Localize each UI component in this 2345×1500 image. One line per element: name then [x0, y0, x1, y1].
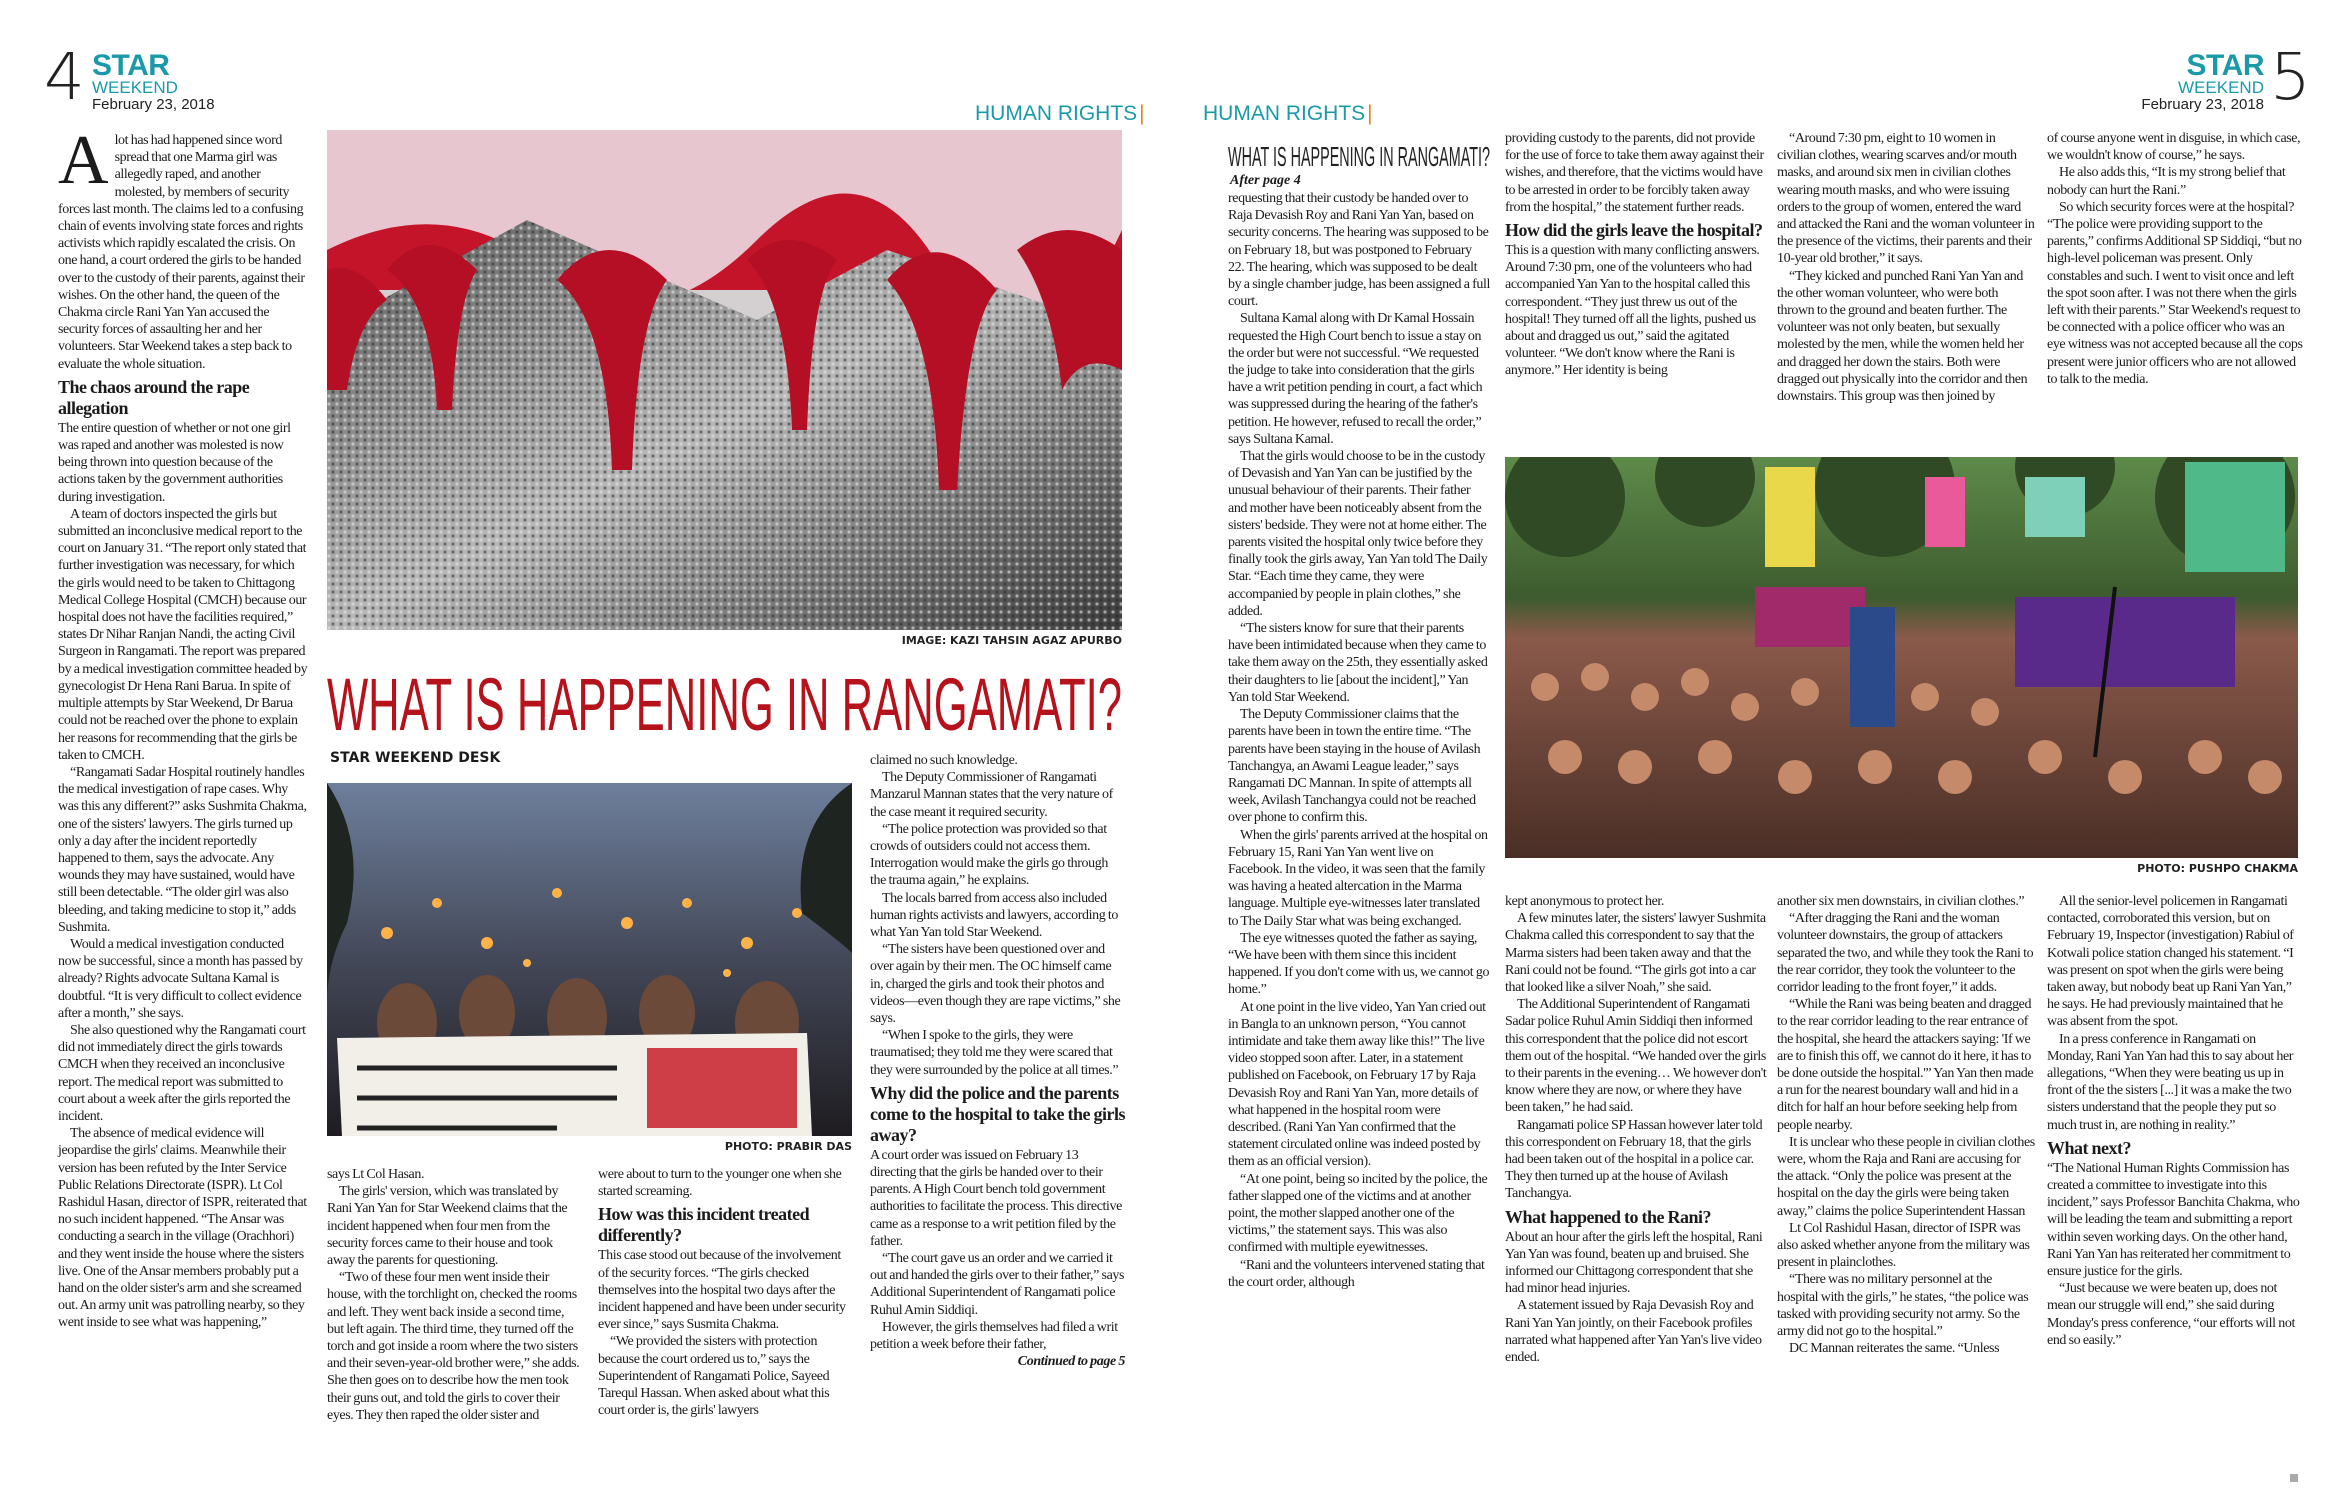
paragraph: “There was no military personnel at the hospital with the girls,” he states, “the police was tasked with providing security not army. So the army did not go to the hospital.”	[1777, 1272, 2029, 1340]
subheading: How was this incident treated differently?	[598, 1204, 810, 1246]
paragraph: A team of doctors inspected the girls but submitted an inconclusive medical report to the court on January 31. “The report only stated that further investigation was necessary, for which the girls would need to be taken to Chittagong Medical College Hospital (CMCH) because our hospital does not have the facilities required,” states Dr Nihar Ranjan Nandi, the acting Civil Surgeon in Rangamati. The report was prepared by a medical investigation committee headed by gynecologist Dr Hena Rani Barua. In spite of multiple attempts by Star Weekend, Dr Barua could not be reached over the phone to explain her reasons for recommending that the girls be taken to CMCH.	[58, 506, 308, 763]
end-mark	[2290, 1474, 2298, 1482]
paragraph: “Just because we were beaten up, does not mean our struggle will end,” she said during Monday's press conference, “our efforts will not end so easily.”	[2047, 1281, 2295, 1348]
jump-line: Continued to page 5	[1017, 1354, 1125, 1370]
paragraph: DC Mannan reiterates the same. “Unless	[1789, 1341, 2000, 1357]
paragraph: A court order was issued on February 13 directing that the girls be handed over to their parents. A High Court bench told government authorities to facilitate the process. This directive came as a response to a writ petition filed by the father.	[870, 1147, 1122, 1249]
paragraph: kept anonymous to protect her.	[1505, 894, 1665, 909]
paragraph	[58, 122, 308, 373]
paragraph: The entire question of whether or not one girl was raped and another was molested is now being thrown into question because of the actions taken by the government authorities during investigation.	[58, 420, 291, 505]
issue-date-right: February 23, 2018	[2141, 96, 2264, 113]
article-column	[2047, 893, 2303, 1349]
paragraph: This is a question with many conflicting answers. Around 7:30 pm, one of the volunteers who had accompanied Yan Yan to the hospital called this correspondent. “They just threw us out of the hospital! They turned off all the lights, pushed us about and dragged us out,” said the agitated volunteer. “We don't know where the Rani is anymore.” Her identity is being	[1505, 243, 1760, 379]
paragraph: “When I spoke to the girls, they were traumatised; they told me they were scared that they were surrounded by the police at all times.”	[870, 1028, 1119, 1078]
paragraph: The locals barred from access also included human rights activists and lawyers, according to what Yan Yan told Star Weekend.	[870, 890, 1119, 941]
brand-star: STAR	[92, 49, 170, 82]
article-column	[598, 1166, 854, 1419]
byline: STAR WEEKEND DESK	[330, 750, 501, 766]
paragraph: “We provided the sisters with protection because the court ordered us to,” says the Superintendent of Rangamati Police, Sayeed Tarequl Hassan. When asked about what this court order is, the girls' lawyers	[598, 1334, 830, 1419]
section-bar: |	[1367, 102, 1373, 125]
masthead-logo	[92, 49, 215, 113]
paragraph: The Deputy Commissioner of Rangamati Manzarul Mannan states that the very nature of the case meant it required security.	[870, 770, 1113, 820]
article-column	[1777, 130, 2035, 405]
article-column	[327, 1166, 582, 1424]
paragraph: However, the girls themselves had filed a writ petition a week before their father,	[870, 1319, 1118, 1353]
subheading: What next?	[2047, 1137, 2131, 1158]
continued-headline-text: WHAT IS HAPPENING IN RANGAMATI?	[1228, 141, 1490, 170]
article-column	[2047, 130, 2303, 388]
protest-photo	[1505, 457, 2298, 858]
article-column	[1505, 130, 1767, 380]
page-number-right: 5	[2270, 41, 2311, 115]
paragraph: “After dragging the Rani and the woman volunteer downstairs, the group of attackers separated the two, and while they took the Rani to the rear corridor, they took the volunteer to the corridor leading to the front foyer,” it adds.	[1777, 911, 2034, 996]
brand-weekend: WEEKEND	[2178, 78, 2264, 97]
paragraph: another six men downstairs, in civilian clothes.”	[1777, 894, 2025, 909]
paragraph: “Two of these four men went inside their house, with the torchlight on, checked the rooms and left. They went back inside a second time, but left again. The third time, they turned off the torch and got inside a room where the two sisters and their seven-year-old brother were,” she adds. She then goes on to describe how the men took their guns out, and told the girls to cover their eyes. They then raped the older sister and	[327, 1270, 580, 1423]
subheading: Why did the police and the parents come to the hospital to take the girls away?	[870, 1082, 1125, 1145]
subheading: The chaos around the rape allegation	[58, 376, 250, 418]
paragraph: of course anyone went in disguise, in which case, we wouldn't know of course,” he says.	[2047, 131, 2301, 164]
paragraph: That the girls would choose to be in the custody of Devasish and Yan Yan can be justified by the unusual behaviour of their parents. Their father and mother have been noticeably absent from the sisters' bedside. They were not at home either. The parents visited the hospital only twice before they finally took the girls away, Yan Yan told The Daily Star. “Each time they came, they were accompanied by people in plain clothes,” she added.	[1228, 449, 1488, 619]
paragraph: All the senior-level policemen in Rangamati contacted, corroborated this version, but on February 19, Inspector (investigation) Rabiul of Kotwali police station changed his statement. “I was present on spot when the girls were being taken away, but nobody beat up Rani Yan Yan,” he says. He had previously maintained that he was absent from the spot.	[2047, 894, 2294, 1030]
paragraph: Lt Col Rashidul Hasan, director of ISPR was also asked whether anyone from the military was present in plainclothes.	[1777, 1220, 2030, 1271]
paragraph: He also adds this, “It is my strong belief that nobody can hurt the Rani.”	[2047, 165, 2286, 198]
subheading: What happened to the Rani?	[1505, 1206, 1712, 1227]
section-label-text: HUMAN RIGHTS	[975, 102, 1138, 125]
paragraph: This case stood out because of the involvement of the security forces. “The girls checked themselves into the hospital two days after the incident happened and have been under security ever since,” says Susmita Chakma.	[598, 1248, 846, 1333]
section-label-text: HUMAN RIGHTS	[1203, 102, 1366, 125]
article-column	[870, 752, 1125, 1371]
section-label	[975, 102, 1145, 126]
art-image	[327, 130, 1122, 630]
paragraph: “Rani and the volunteers intervened stating that the court order, although	[1228, 1257, 1485, 1290]
jump-from: After page 4	[1230, 173, 1301, 188]
paragraph: The absence of medical evidence will jeopardise the girls' claims. Meanwhile their version has been refuted by the Inter Service Public Relations Directorate (ISPR). Lt Col Rashidul Hasan, director of ISPR, reiterated that no such incident happened. “The Ansar was conducting a search in the village (Orachhori) and they went inside the house where the sisters live. One of the Ansar members probably put a hand on the older sister's arm and she screamed out. An army unit was patrolling nearby, so they went inside to see what was happening,”	[58, 1126, 307, 1331]
article-column	[58, 122, 308, 1332]
article-column	[1228, 190, 1490, 1291]
paragraph: “Around 7:30 pm, eight to 10 women in civilian clothes, wearing scarves and/or mouth masks, and around six men in civilian clothes wearing mouth masks, and who were issuing orders to the group of women, entered the ward and attacked the Rani and the woman volunteer in the presence of the victims, their parents and their 10-year old brother,” it says.	[1777, 131, 2035, 267]
paragraph: “At one point, being so incited by the police, the father slapped one of the victims and at another point, the mother slapped another one of the victims,” the statement says. This was also confirmed with multiple eyewitnesses.	[1228, 1171, 1488, 1256]
paragraph: So which security forces were at the hospital? “The police were providing support to the parents,” confirms Additional SP Siddiqi, “but no high-level policeman was present. Only constables and such. I went to visit once and left the spot soon after. I was not there when the girls left with their parents.” Star Weekend's request to be connected with a police officer who was an eye witness was not accepted because all the cops present were junior officers who are not allowed to talk to the media.	[2047, 199, 2303, 387]
subheading: How did the girls leave the hospital?	[1505, 220, 1763, 241]
paragraph: “The police protection was provided so that crowds of outsiders could not access them. Interrogation would make the girls go through the trauma again,” he explains.	[870, 821, 1108, 889]
paragraph: The eye witnesses quoted the father as saying, “We have been with them since this incident happened. If you don't come with us, we cannot go home.”	[1228, 930, 1490, 998]
article-column	[1777, 893, 2035, 1357]
paragraph: It is unclear who these people in civilian clothes were, whom the Raja and Rani are accusing for the attack. “Only the police was present at the hospital on the day the girls were being taken away,” claims the police Superintendent Hassan	[1777, 1134, 2035, 1219]
paragraph: She also questioned why the Rangamati court did not immediately direct the girls towards CMCH when they received an inconclusive report. The medical report was submitted to court about a week after the girls reported the incident.	[58, 1022, 306, 1124]
paragraph: The Deputy Commissioner claims that the parents have been in town the entire time. “The parents have been staying in the house of Avilash Tanchangya, an Awami League leader,” says Rangamati DC Mannan. In spite of attempts all week, Avilash Tanchangya could not be reached over phone to confirm this.	[1228, 707, 1481, 826]
section-label-right	[1203, 102, 1373, 126]
paragraph: In a press conference in Rangamati on Monday, Rani Yan Yan had this to say about her allegations, “When they were beating us up in front of the the sisters [...] it was a make the two sisters understand that the people they put so much trust in, are nothing in reality.”	[2047, 1031, 2294, 1133]
paragraph: Would a medical investigation conducted now be successful, since a month has passed by already? Rights advocate Sultana Kamal is doubtful. “It is very difficult to collect evidence after a month,” she says.	[58, 936, 303, 1021]
torch-rally-photo	[327, 783, 852, 1136]
paragraph: A statement issued by Raja Devasish Roy and Rani Yan Yan jointly, on their Facebook profiles narrated what happened after Yan Yan's live video ended.	[1505, 1298, 1762, 1366]
paragraph: “Rangamati Sadar Hospital routinely handles the medical investigation of rape cases. Why was this any different?” asks Sushmita Chakma, one of the sisters' lawyers. The girls turned up only a day after the incident reportedly happened to them, says the advocate. Any wounds they may have sustained, would have still been detectable. “The older girl was also bleeding, and taking medicine to stop it,” adds Sushmita.	[58, 764, 307, 935]
paragraph: requesting that their custody be handed over to Raja Devasish Roy and Rani Yan Yan, based on security concerns. The hearing was supposed to be on February 18, but was postponed to February 22. The hearing, which was supposed to be dealt by a single chamber judge, has been assigned a full court.	[1228, 191, 1491, 310]
paragraph: “The sisters have been questioned over and over again by their men. The OC himself came in, charged the girls and took their photos and videos—even though they are rape victims,” she says.	[870, 942, 1121, 1027]
drop-cap: A	[58, 122, 109, 199]
headline-text: WHAT IS HAPPENING IN RANGAMATI?	[327, 663, 1122, 738]
paragraph: “The sisters know for sure that their parents have been intimidated because when they came to take them away on the 25th, they essentially asked their daughters to lie [about the incident],” Yan Yan told Star Weekend.	[1228, 621, 1488, 705]
paragraph: Rangamati police SP Hassan however later told this correspondent on February 18, that the girls had been taken out of the hospital in a police car. They then turned up at the house of Avilash Tanchangya.	[1505, 1117, 1763, 1202]
paragraph: A few minutes later, the sisters' lawyer Sushmita Chakma called this correspondent to say that the Marma sisters had been taken away and that the Rani could not be found. “The girls got into a car that looked like a silver Noah,” she said.	[1505, 911, 1766, 996]
issue-date: February 23, 2018	[92, 96, 215, 113]
paragraph: were about to turn to the younger one when she started screaming.	[598, 1167, 842, 1200]
paragraph: Sultana Kamal along with Dr Kamal Hossain requested the High Court bench to issue a stay on the order but were not successful. “We requested the judge to take into consideration that the girls have a writ petition pending in court, a fact which was suppressed during the hearing of the father's petition. He however, refused to recall the order,” says Sultana Kamal.	[1228, 311, 1483, 447]
paragraph: “While the Rani was being beaten and dragged to the rear corridor leading to the rear entrance of the hospital, she heard the attackers saying: 'If we are to finish this off, we cannot do it here, it has to be done outside the hospital.'” Yan Yan then made a run for the nearest boundary wall and hid in a ditch for half an hour before seeking help from people nearby.	[1777, 997, 2034, 1133]
paragraph: “The National Human Rights Commission has created a committee to investigate into this incident,” says Professor Banchita Chakma, who will be leading the team and submitting a report within seven working days. On the other hand, Rani Yan Yan has reiterated her commitment to ensure justice for the girls.	[2047, 1160, 2300, 1280]
continued-headline	[1228, 140, 1490, 170]
page-number: 4	[44, 41, 85, 115]
paragraph: says Lt Col Hasan.	[327, 1167, 425, 1182]
paragraph: claimed no such knowledge.	[870, 753, 1018, 768]
art-caption: IMAGE: KAZI TAHSIN AGAZ APURBO	[901, 634, 1122, 647]
masthead-logo-right	[2140, 49, 2264, 113]
brand-weekend: WEEKEND	[92, 78, 178, 97]
paragraph: At one point in the live video, Yan Yan cried out in Bangla to an unknown person, “You cannot intimidate and take them away like this!” The live video stopped soon after. Later, in a statement published on Facebook, on February 17 by Raja Devasish Roy and Rani Yan Yan, more details of what happened in the hospital room were described. (Rani Yan Yan confirmed that the statement circulated online was indeed posted by them as an official version).	[1228, 999, 1486, 1170]
headline	[327, 662, 1122, 738]
paragraph-text: lot has had happened since word spread that one Marma girl was allegedly raped, and another molested, by members of security forces last month. The claims led to a confusing chain of events involving state forces and rights activists which rapidly escalated the crisis. On one hand, a court ordered the girls to be handed over to the custody of their parents, against their wishes. On the other hand, the queen of the Chakma circle Rani Yan Yan accused the security forces of assaulting her and her volunteers. Star Weekend takes a step back to evaluate the whole situation.	[58, 133, 305, 372]
paragraph: The girls' version, which was translated by Rani Yan Yan for Star Weekend claims that the incident happened when four men from the security forces came to their house and took away the parents for questioning.	[327, 1184, 568, 1269]
paragraph: The Additional Superintendent of Rangamati Sadar police Ruhul Amin Siddiqi then informed this correspondent that the police did not escort them out of the hospital. “We handed over the girls to their parents in the evening… We however don't know where they are now, or where they have been taken,” he had said.	[1505, 997, 1767, 1116]
paragraph: When the girls' parents arrived at the hospital on February 15, Rani Yan Yan went live on Facebook. In the video, it was seen that the family was having a heated altercation in the Marma language. Multiple eye-witnesses later translated to The Daily Star what was being exchanged.	[1228, 827, 1488, 929]
torch-rally-caption: PHOTO: PRABIR DAS	[724, 1140, 852, 1153]
paragraph: “They kicked and punched Rani Yan Yan and the other woman volunteer, who were both thrown to the ground and beaten further. The volunteer was not only beaten, but sexually molested by the men, while the women held her and dragged her down the stairs. Both were dragged out physically into the corridor and then downstairs. This group was then joined by	[1777, 268, 2028, 405]
protest-caption: PHOTO: PUSHPO CHAKMA	[2137, 862, 2298, 875]
article-column	[1505, 893, 1767, 1366]
paragraph: About an hour after the girls left the hospital, Rani Yan Yan was found, beaten up and bruised. She informed our Chittagong correspondent that she had minor head injuries.	[1505, 1229, 1763, 1297]
brand-star: STAR	[2186, 49, 2264, 82]
paragraph: providing custody to the parents, did not provide for the use of force to take them away against their wishes, and therefore, that the victims would have to be arrested in order to be forcibly taken away from the hospital,” the statement further reads.	[1505, 131, 1764, 215]
section-bar: |	[1139, 102, 1145, 125]
paragraph: “The court gave us an order and we carried it out and handed the girls over to their father,” says Additional Superintendent of Rangamati police Ruhul Amin Siddiqi.	[870, 1251, 1125, 1318]
